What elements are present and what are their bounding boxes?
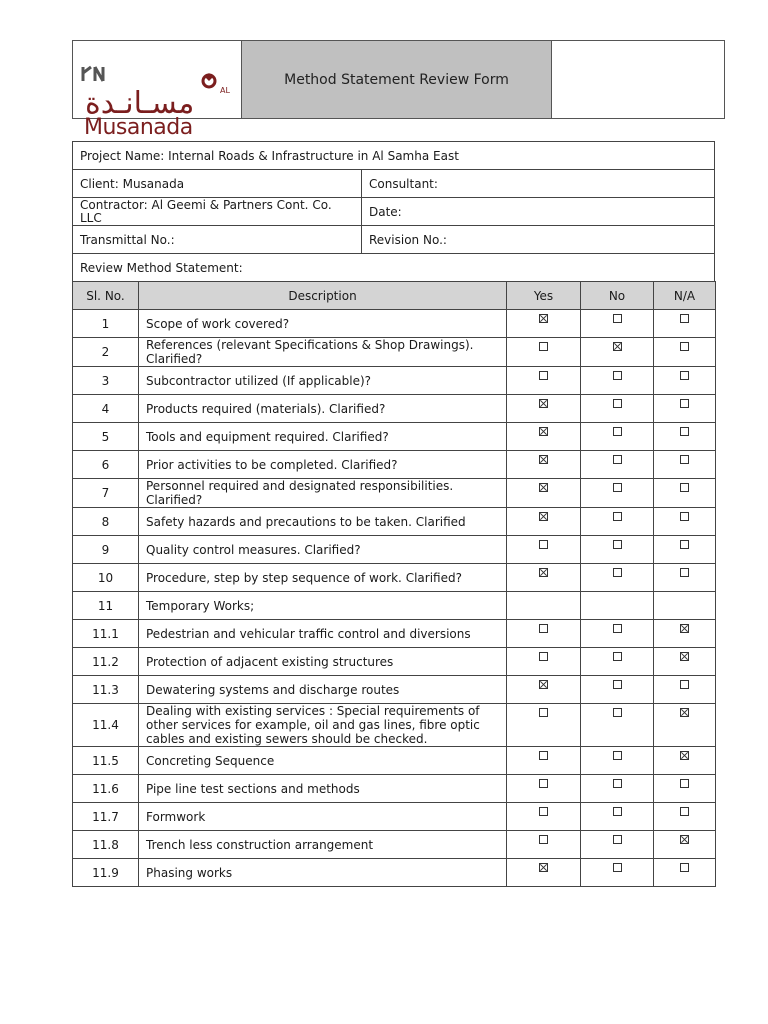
checklist-row xyxy=(73,592,716,620)
row-number: 9 xyxy=(73,536,139,564)
checkbox-no-unchecked[interactable] xyxy=(613,483,622,492)
checklist-row xyxy=(73,831,716,859)
cell-na xyxy=(654,367,716,395)
review-method-field[interactable]: Review Method Statement: xyxy=(73,254,715,282)
checkbox-no-unchecked[interactable] xyxy=(613,399,622,408)
row-number: 11.3 xyxy=(73,676,139,704)
client-field[interactable]: Client: Musanada xyxy=(73,170,362,198)
header-na: N/A xyxy=(654,282,716,310)
cell-yes xyxy=(507,676,581,704)
cell-na xyxy=(654,747,716,775)
checklist-row xyxy=(73,704,716,747)
cell-no xyxy=(581,564,654,592)
checkbox-no-unchecked[interactable] xyxy=(613,371,622,380)
checkbox-na-checked[interactable] xyxy=(680,751,689,760)
cell-yes xyxy=(507,648,581,676)
consultant-field[interactable]: Consultant: xyxy=(362,170,715,198)
logo-cell xyxy=(73,41,242,140)
checkbox-na-unchecked[interactable] xyxy=(680,779,689,788)
cell-yes xyxy=(507,338,581,367)
checkbox-yes-unchecked[interactable] xyxy=(539,835,548,844)
row-description: Protection of adjacent existing structures xyxy=(139,648,507,676)
row-number: 11.5 xyxy=(73,747,139,775)
cell-yes xyxy=(507,536,581,564)
row-number: 11.4 xyxy=(73,704,139,747)
form-header xyxy=(72,40,725,140)
row-number: 11.6 xyxy=(73,775,139,803)
checkbox-na-unchecked[interactable] xyxy=(680,512,689,521)
cell-no xyxy=(581,338,654,367)
cell-yes xyxy=(507,423,581,451)
cell-na xyxy=(654,310,716,338)
checkbox-no-unchecked[interactable] xyxy=(613,512,622,521)
cell-yes xyxy=(507,803,581,831)
cell-no xyxy=(581,648,654,676)
cell-yes xyxy=(507,564,581,592)
checklist-row xyxy=(73,747,716,775)
cell-no xyxy=(581,479,654,508)
row-number: 11.8 xyxy=(73,831,139,859)
checkbox-na-unchecked[interactable] xyxy=(680,540,689,549)
cell-yes xyxy=(507,859,581,887)
checkbox-yes-unchecked[interactable] xyxy=(539,652,548,661)
cell-na xyxy=(654,859,716,887)
checklist-row xyxy=(73,676,716,704)
row-description: Dealing with existing services : Special requirements of other services for example, oil and gas lines, fibre optic cables and existing sewers should be checked. xyxy=(139,704,507,747)
cell-na xyxy=(654,704,716,747)
checkbox-na-unchecked[interactable] xyxy=(680,863,689,872)
row-description: Temporary Works; xyxy=(139,592,507,620)
cell-no xyxy=(581,775,654,803)
checklist-row xyxy=(73,620,716,648)
checkbox-no-unchecked[interactable] xyxy=(613,427,622,436)
checkbox-yes-unchecked[interactable] xyxy=(539,807,548,816)
row-description: Trench less construction arrangement xyxy=(139,831,507,859)
cell-no xyxy=(581,620,654,648)
row-description: Phasing works xyxy=(139,859,507,887)
row-number: 4 xyxy=(73,395,139,423)
checkbox-na-unchecked[interactable] xyxy=(680,371,689,380)
checkbox-na-checked[interactable] xyxy=(680,708,689,717)
checkbox-na-unchecked[interactable] xyxy=(680,807,689,816)
checklist-row xyxy=(73,338,716,367)
checkbox-yes-unchecked[interactable] xyxy=(539,708,548,717)
cell-na xyxy=(654,536,716,564)
checkbox-na-checked[interactable] xyxy=(680,624,689,633)
checkbox-na-unchecked[interactable] xyxy=(680,455,689,464)
form-title: Method Statement Review Form xyxy=(242,41,552,118)
checkbox-yes-unchecked[interactable] xyxy=(539,540,548,549)
checkbox-na-unchecked[interactable] xyxy=(680,568,689,577)
checkbox-no-checked[interactable] xyxy=(613,342,622,351)
checkbox-na-checked[interactable] xyxy=(680,652,689,661)
row-number: 5 xyxy=(73,423,139,451)
checkbox-yes-checked[interactable] xyxy=(539,680,548,689)
cell-no xyxy=(581,831,654,859)
checkbox-yes-unchecked[interactable] xyxy=(539,624,548,633)
row-number: 11.2 xyxy=(73,648,139,676)
checkbox-yes-checked[interactable] xyxy=(539,512,548,521)
checkbox-yes-checked[interactable] xyxy=(539,427,548,436)
row-description: Concreting Sequence xyxy=(139,747,507,775)
cell-yes xyxy=(507,831,581,859)
checklist-row xyxy=(73,395,716,423)
cell-na xyxy=(654,620,716,648)
checklist-row xyxy=(73,648,716,676)
cell-yes xyxy=(507,775,581,803)
logo-wordmark: Musanada xyxy=(84,115,193,140)
musanada-logo-icon xyxy=(81,59,231,117)
row-number: 1 xyxy=(73,310,139,338)
checkbox-no-unchecked[interactable] xyxy=(613,708,622,717)
checkbox-yes-unchecked[interactable] xyxy=(539,779,548,788)
checkbox-no-unchecked[interactable] xyxy=(613,751,622,760)
checkbox-no-unchecked[interactable] xyxy=(613,652,622,661)
cell-yes xyxy=(507,395,581,423)
cell-no xyxy=(581,747,654,775)
checklist-row xyxy=(73,479,716,508)
checklist-row xyxy=(73,564,716,592)
row-description: Tools and equipment required. Clarified? xyxy=(139,423,507,451)
cell-yes xyxy=(507,451,581,479)
cell-yes xyxy=(507,592,581,620)
checkbox-na-checked[interactable] xyxy=(680,835,689,844)
row-description: Formwork xyxy=(139,803,507,831)
checklist-row xyxy=(73,451,716,479)
checkbox-na-unchecked[interactable] xyxy=(680,342,689,351)
cell-yes xyxy=(507,479,581,508)
cell-na xyxy=(654,592,716,620)
checkbox-na-unchecked[interactable] xyxy=(680,427,689,436)
contractor-field[interactable]: Contractor: Al Geemi & Partners Cont. Co. LLC xyxy=(73,198,362,226)
checkbox-yes-unchecked[interactable] xyxy=(539,342,548,351)
checkbox-yes-checked[interactable] xyxy=(539,568,548,577)
checkbox-yes-checked[interactable] xyxy=(539,399,548,408)
cell-yes xyxy=(507,508,581,536)
cell-no xyxy=(581,423,654,451)
cell-no xyxy=(581,704,654,747)
checkbox-yes-checked[interactable] xyxy=(539,455,548,464)
row-description: Products required (materials). Clarified? xyxy=(139,395,507,423)
cell-yes xyxy=(507,704,581,747)
transmittal-field[interactable]: Transmittal No.: xyxy=(73,226,362,254)
header-sl-no: Sl. No. xyxy=(73,282,139,310)
row-description: Prior activities to be completed. Clarified? xyxy=(139,451,507,479)
checkbox-no-unchecked[interactable] xyxy=(613,835,622,844)
checkbox-no-unchecked[interactable] xyxy=(613,624,622,633)
row-description: Dewatering systems and discharge routes xyxy=(139,676,507,704)
checkbox-no-unchecked[interactable] xyxy=(613,540,622,549)
cell-yes xyxy=(507,747,581,775)
checklist-row xyxy=(73,367,716,395)
checkbox-no-unchecked[interactable] xyxy=(613,568,622,577)
header-no: No xyxy=(581,282,654,310)
checkbox-no-unchecked[interactable] xyxy=(613,863,622,872)
checklist-row xyxy=(73,310,716,338)
checkbox-na-unchecked[interactable] xyxy=(680,680,689,689)
cell-no xyxy=(581,451,654,479)
header-yes: Yes xyxy=(507,282,581,310)
row-number: 7 xyxy=(73,479,139,508)
cell-no xyxy=(581,395,654,423)
cell-no xyxy=(581,592,654,620)
cell-na xyxy=(654,338,716,367)
row-number: 11 xyxy=(73,592,139,620)
cell-no xyxy=(581,536,654,564)
checkbox-na-unchecked[interactable] xyxy=(680,483,689,492)
row-description: References (relevant Specifications & Shop Drawings). Clarified? xyxy=(139,338,507,367)
row-number: 2 xyxy=(73,338,139,367)
cell-yes xyxy=(507,620,581,648)
checklist-row xyxy=(73,859,716,887)
checklist-row xyxy=(73,536,716,564)
row-description: Procedure, step by step sequence of work. Clarified? xyxy=(139,564,507,592)
review-checklist-table xyxy=(72,281,716,887)
row-description: Personnel required and designated responsibilities. Clarified? xyxy=(139,479,507,508)
row-description: Quality control measures. Clarified? xyxy=(139,536,507,564)
logo-arabic-text: مسـانـدة xyxy=(85,86,195,117)
row-number: 6 xyxy=(73,451,139,479)
cell-na xyxy=(654,803,716,831)
row-description: Subcontractor utilized (If applicable)? xyxy=(139,367,507,395)
checkbox-no-unchecked[interactable] xyxy=(613,455,622,464)
row-description: Scope of work covered? xyxy=(139,310,507,338)
cell-na xyxy=(654,648,716,676)
row-description: Pipe line test sections and methods xyxy=(139,775,507,803)
row-description: Pedestrian and vehicular traffic control and diversions xyxy=(139,620,507,648)
cell-yes xyxy=(507,367,581,395)
cell-no xyxy=(581,676,654,704)
checklist-row xyxy=(73,423,716,451)
row-number: 11.7 xyxy=(73,803,139,831)
header-blank-cell xyxy=(552,41,724,118)
checkbox-yes-checked[interactable] xyxy=(539,483,548,492)
cell-na xyxy=(654,423,716,451)
row-number: 8 xyxy=(73,508,139,536)
header-description: Description xyxy=(139,282,507,310)
checkbox-na-unchecked[interactable] xyxy=(680,399,689,408)
row-description: Safety hazards and precautions to be taken. Clarified xyxy=(139,508,507,536)
cell-yes xyxy=(507,310,581,338)
cell-no xyxy=(581,803,654,831)
cell-na xyxy=(654,479,716,508)
cell-na xyxy=(654,831,716,859)
checkbox-yes-checked[interactable] xyxy=(539,314,548,323)
checkbox-yes-checked[interactable] xyxy=(539,863,548,872)
cell-na xyxy=(654,564,716,592)
row-number: 11.1 xyxy=(73,620,139,648)
checklist-header-row xyxy=(73,282,716,310)
checklist-row xyxy=(73,775,716,803)
cell-na xyxy=(654,775,716,803)
cell-no xyxy=(581,508,654,536)
cell-no xyxy=(581,310,654,338)
checkbox-yes-unchecked[interactable] xyxy=(539,371,548,380)
cell-na xyxy=(654,508,716,536)
checkbox-no-unchecked[interactable] xyxy=(613,680,622,689)
project-info-table xyxy=(72,141,715,282)
project-name-field[interactable]: Project Name: Internal Roads & Infrastructure in Al Samha East xyxy=(73,142,715,170)
checkbox-no-unchecked[interactable] xyxy=(613,779,622,788)
date-field[interactable]: Date: xyxy=(362,198,715,226)
checklist-row xyxy=(73,803,716,831)
row-number: 3 xyxy=(73,367,139,395)
cell-no xyxy=(581,859,654,887)
cell-na xyxy=(654,676,716,704)
revision-field[interactable]: Revision No.: xyxy=(362,226,715,254)
cell-no xyxy=(581,367,654,395)
cell-na xyxy=(654,451,716,479)
logo-al-text: AL xyxy=(220,86,230,95)
row-number: 10 xyxy=(73,564,139,592)
checkbox-no-unchecked[interactable] xyxy=(613,314,622,323)
checkbox-yes-unchecked[interactable] xyxy=(539,751,548,760)
cell-na xyxy=(654,395,716,423)
row-number: 11.9 xyxy=(73,859,139,887)
checkbox-no-unchecked[interactable] xyxy=(613,807,622,816)
checklist-row xyxy=(73,508,716,536)
checkbox-na-unchecked[interactable] xyxy=(680,314,689,323)
checklist-body xyxy=(73,310,716,887)
